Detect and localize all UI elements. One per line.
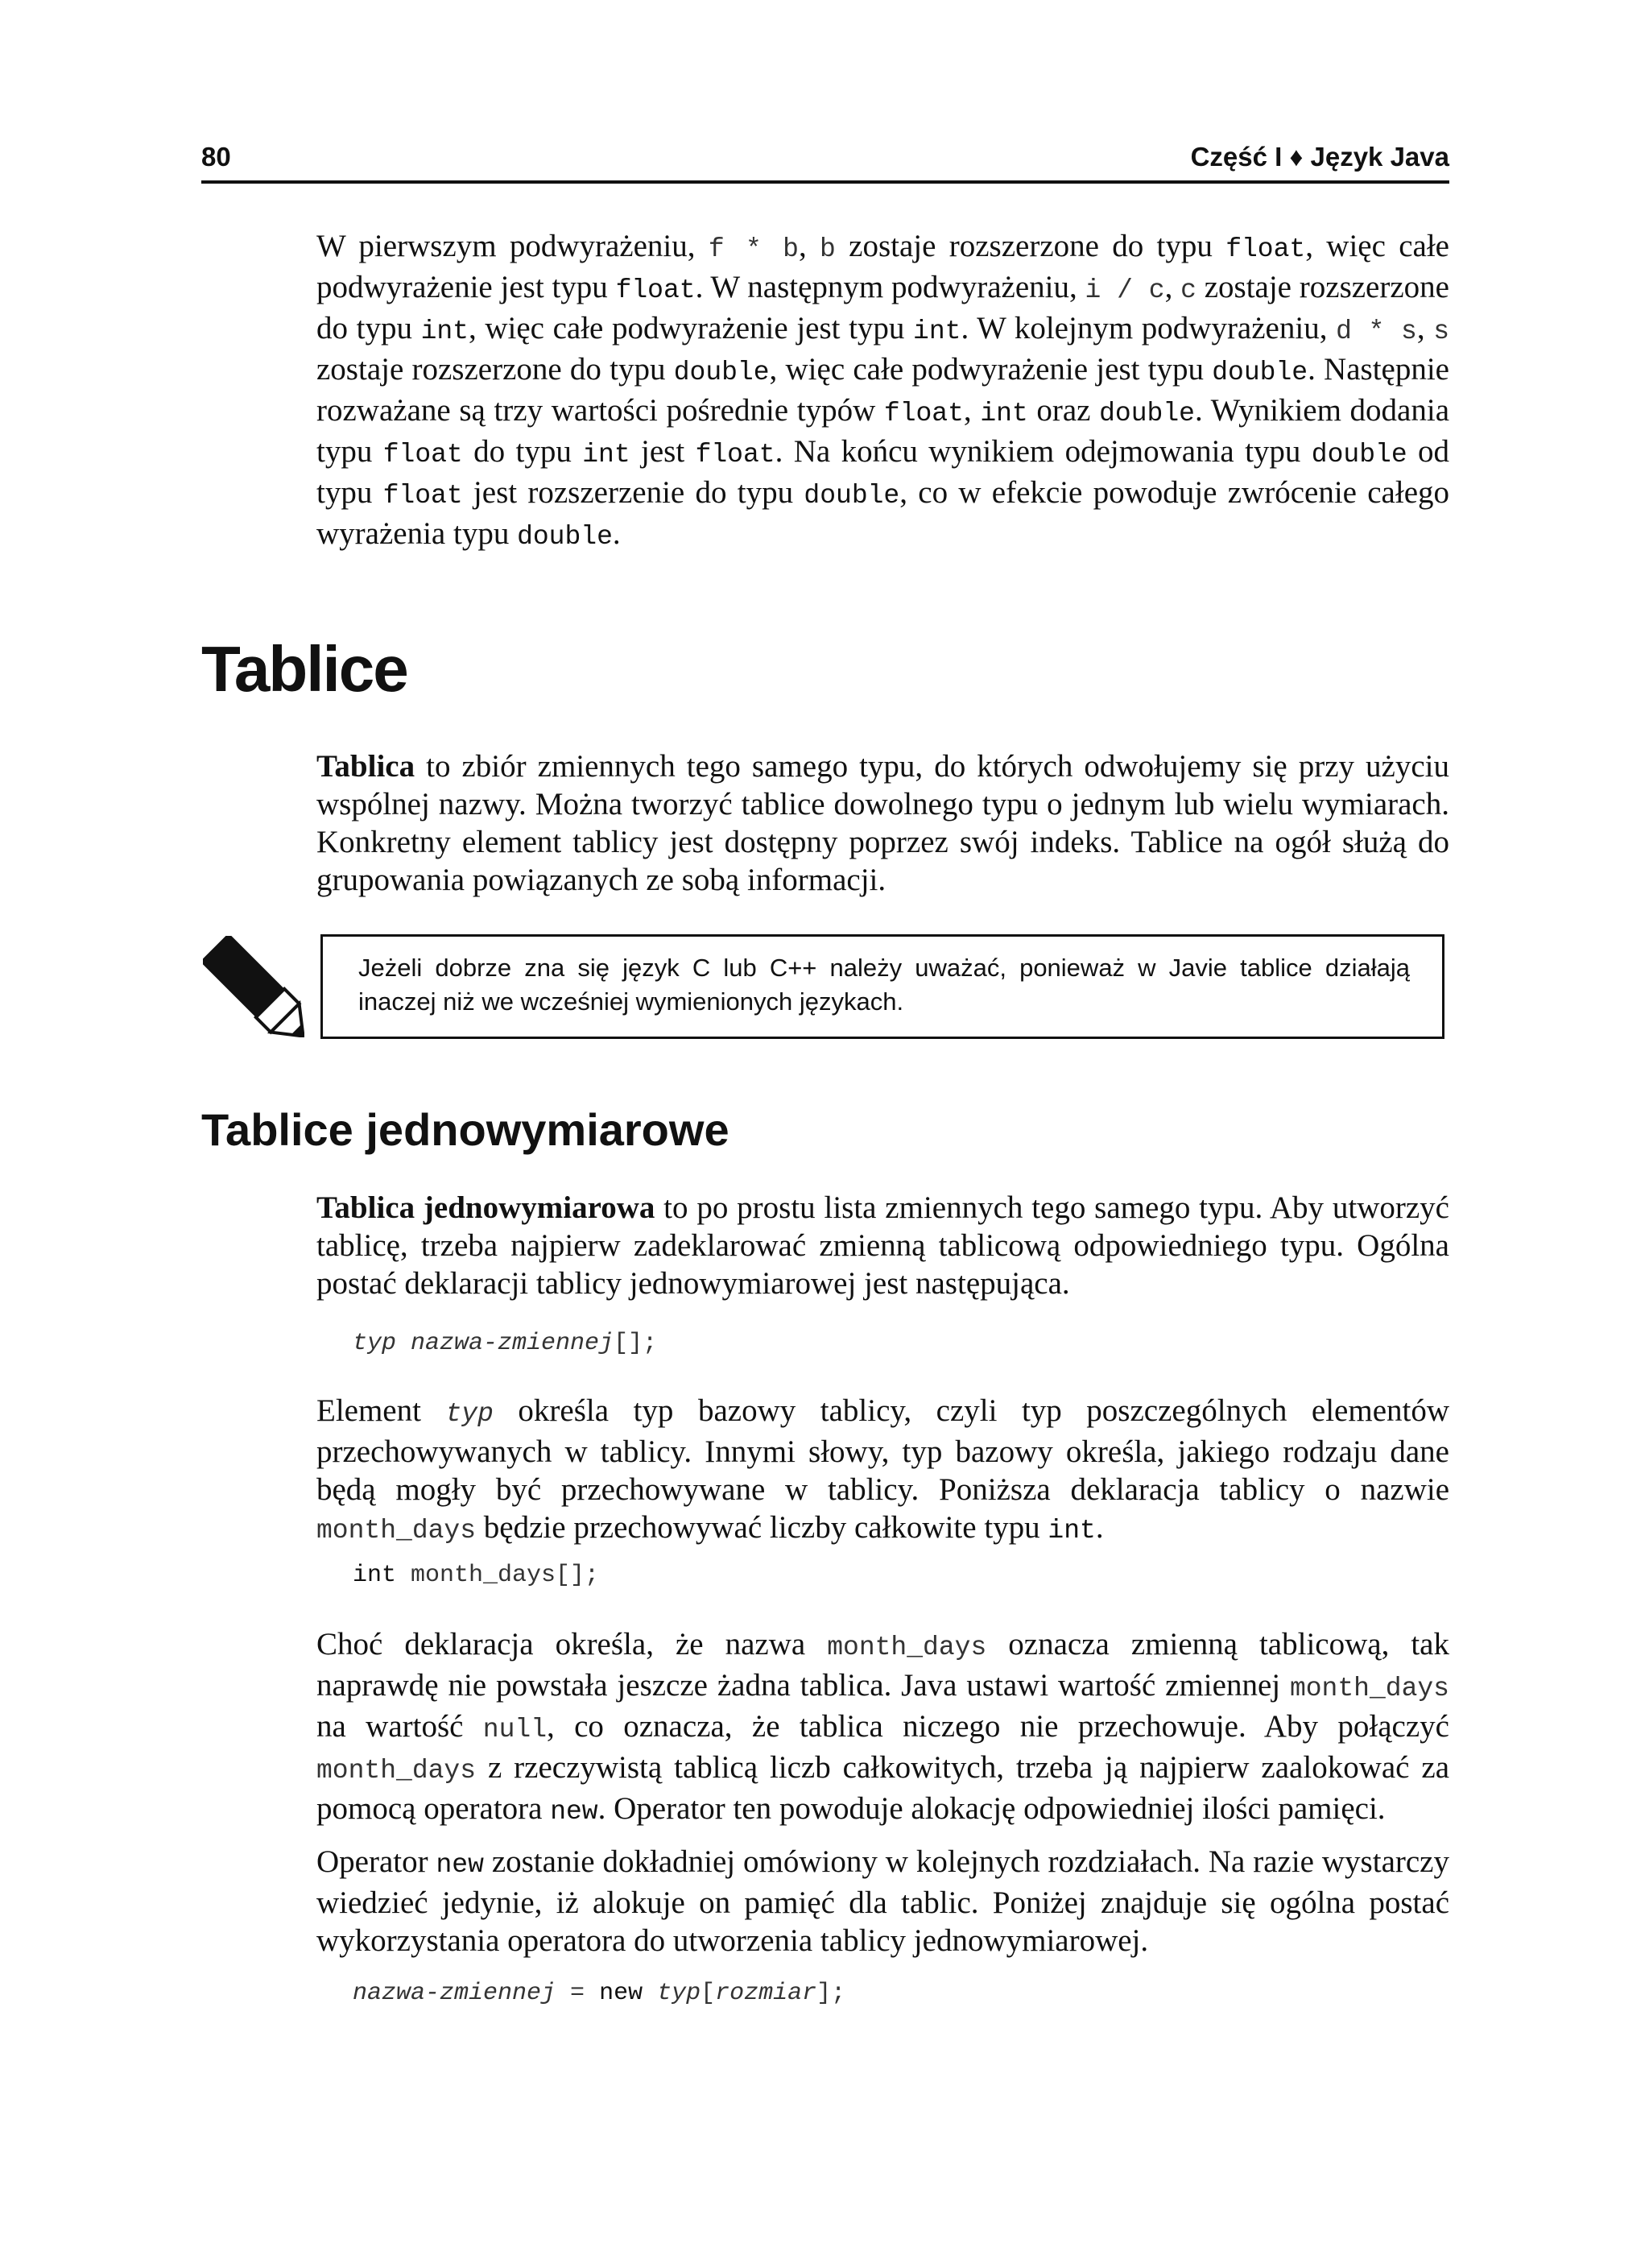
page-number: 80: [201, 142, 231, 172]
one-d-paragraph-3: Choć deklaracja określa, że nazwa month_days oznacza zmienną tablicową, tak naprawdę nie powstała jeszcze żadna tablica. Java ustawi wartość zmiennej month_days na wartość null, co oznacza, że tablica niczego nie przechowuje. Aby połączyć month_days z rzeczywistą tablicą liczb całkowitych, trzeba ją najpierw zaalokować za pomocą operatora new. Operator ten powoduje alokację odpowiedniej ilości pamięci.: [316, 1627, 1449, 1827]
term-tablica: Tablica: [316, 749, 415, 784]
term-tablica-jednowymiarowa: Tablica jednowymiarowa: [316, 1190, 655, 1225]
code-new-syntax: nazwa-zmiennej = new typ[rozmiar];: [353, 1980, 846, 2007]
note-box: [320, 934, 1444, 1039]
one-d-paragraph-1: Tablica jednowymiarowa to po prostu lista zmiennych tego samego typu. Aby utworzyć tablicę, trzeba najpierw zadeklarować zmienną tablicową odpowiedniego typu. Ogólna postać deklaracji tablicy jednowymiarowej jest następująca.: [316, 1190, 1449, 1301]
running-header: [201, 142, 1449, 184]
pencil-note-icon: [203, 936, 304, 1037]
one-d-paragraph-4: Operator new zostanie dokładniej omówiony w kolejnych rozdziałach. Na razie wystarczy wiedzieć jedynie, iż alokuje on pamięć dla tablic. Poniżej znajduje się ogólna postać wykorzystania operatora do utworzenia tablicy jednowymiarowej.: [316, 1844, 1449, 1958]
code-month-days-declaration: int month_days[];: [353, 1562, 600, 1589]
code-declaration-syntax: typ nazwa-zmiennej[];: [353, 1330, 658, 1357]
note-text: Jeżeli dobrze zna się język C lub C++ należy uważać, ponieważ w Javie tablice działają inaczej niż we wcześniej wymienionych językach.: [358, 954, 1410, 1016]
part-title: Część I ♦ Język Java: [1190, 142, 1449, 172]
tablice-paragraph: Tablica to zbiór zmiennych tego samego typu, do których odwołujemy się przy użyciu wspólnej nazwy. Można tworzyć tablice dowolnego typu o jednym lub wielu wymiarach. Konkretny element tablicy jest dostępny poprzez swój indeks. Tablice na ogół służą do grupowania powiązanych ze sobą informacji.: [316, 749, 1449, 897]
section-heading-tablice-jednowymiarowe: Tablice jednowymiarowe: [201, 1104, 729, 1155]
intro-paragraph: W pierwszym podwyrażeniu, f * b, b zostaje rozszerzone do typu float, więc całe podwyrażenie jest typu float. W następnym podwyrażeniu, i / c, c zostaje rozszerzone do typu int, więc całe podwyrażenie jest typu int. W kolejnym podwyrażeniu, d * s, s zostaje rozszerzone do typu double, więc całe podwyrażenie jest typu double. Następnie rozważane są trzy wartości pośrednie typów float, int oraz double. Wynikiem dodania typu float do typu int jest float. Na końcu wynikiem odejmowania typu double od typu float jest rozszerzenie do typu double, co w efekcie powoduje zwrócenie całego wyrażenia typu double.: [316, 229, 1450, 552]
section-heading-tablice: Tablice: [201, 633, 407, 705]
one-d-paragraph-2: Element typ określa typ bazowy tablicy, czyli typ poszczególnych elementów przechowywanych w tablicy. Innymi słowy, typ bazowy określa, jakiego rodzaju dane będą mogły być przechowywane w tablicy. Poniższa deklaracja tablicy o nazwie month_days będzie przechowywać liczby całkowite typu int.: [316, 1393, 1450, 1546]
